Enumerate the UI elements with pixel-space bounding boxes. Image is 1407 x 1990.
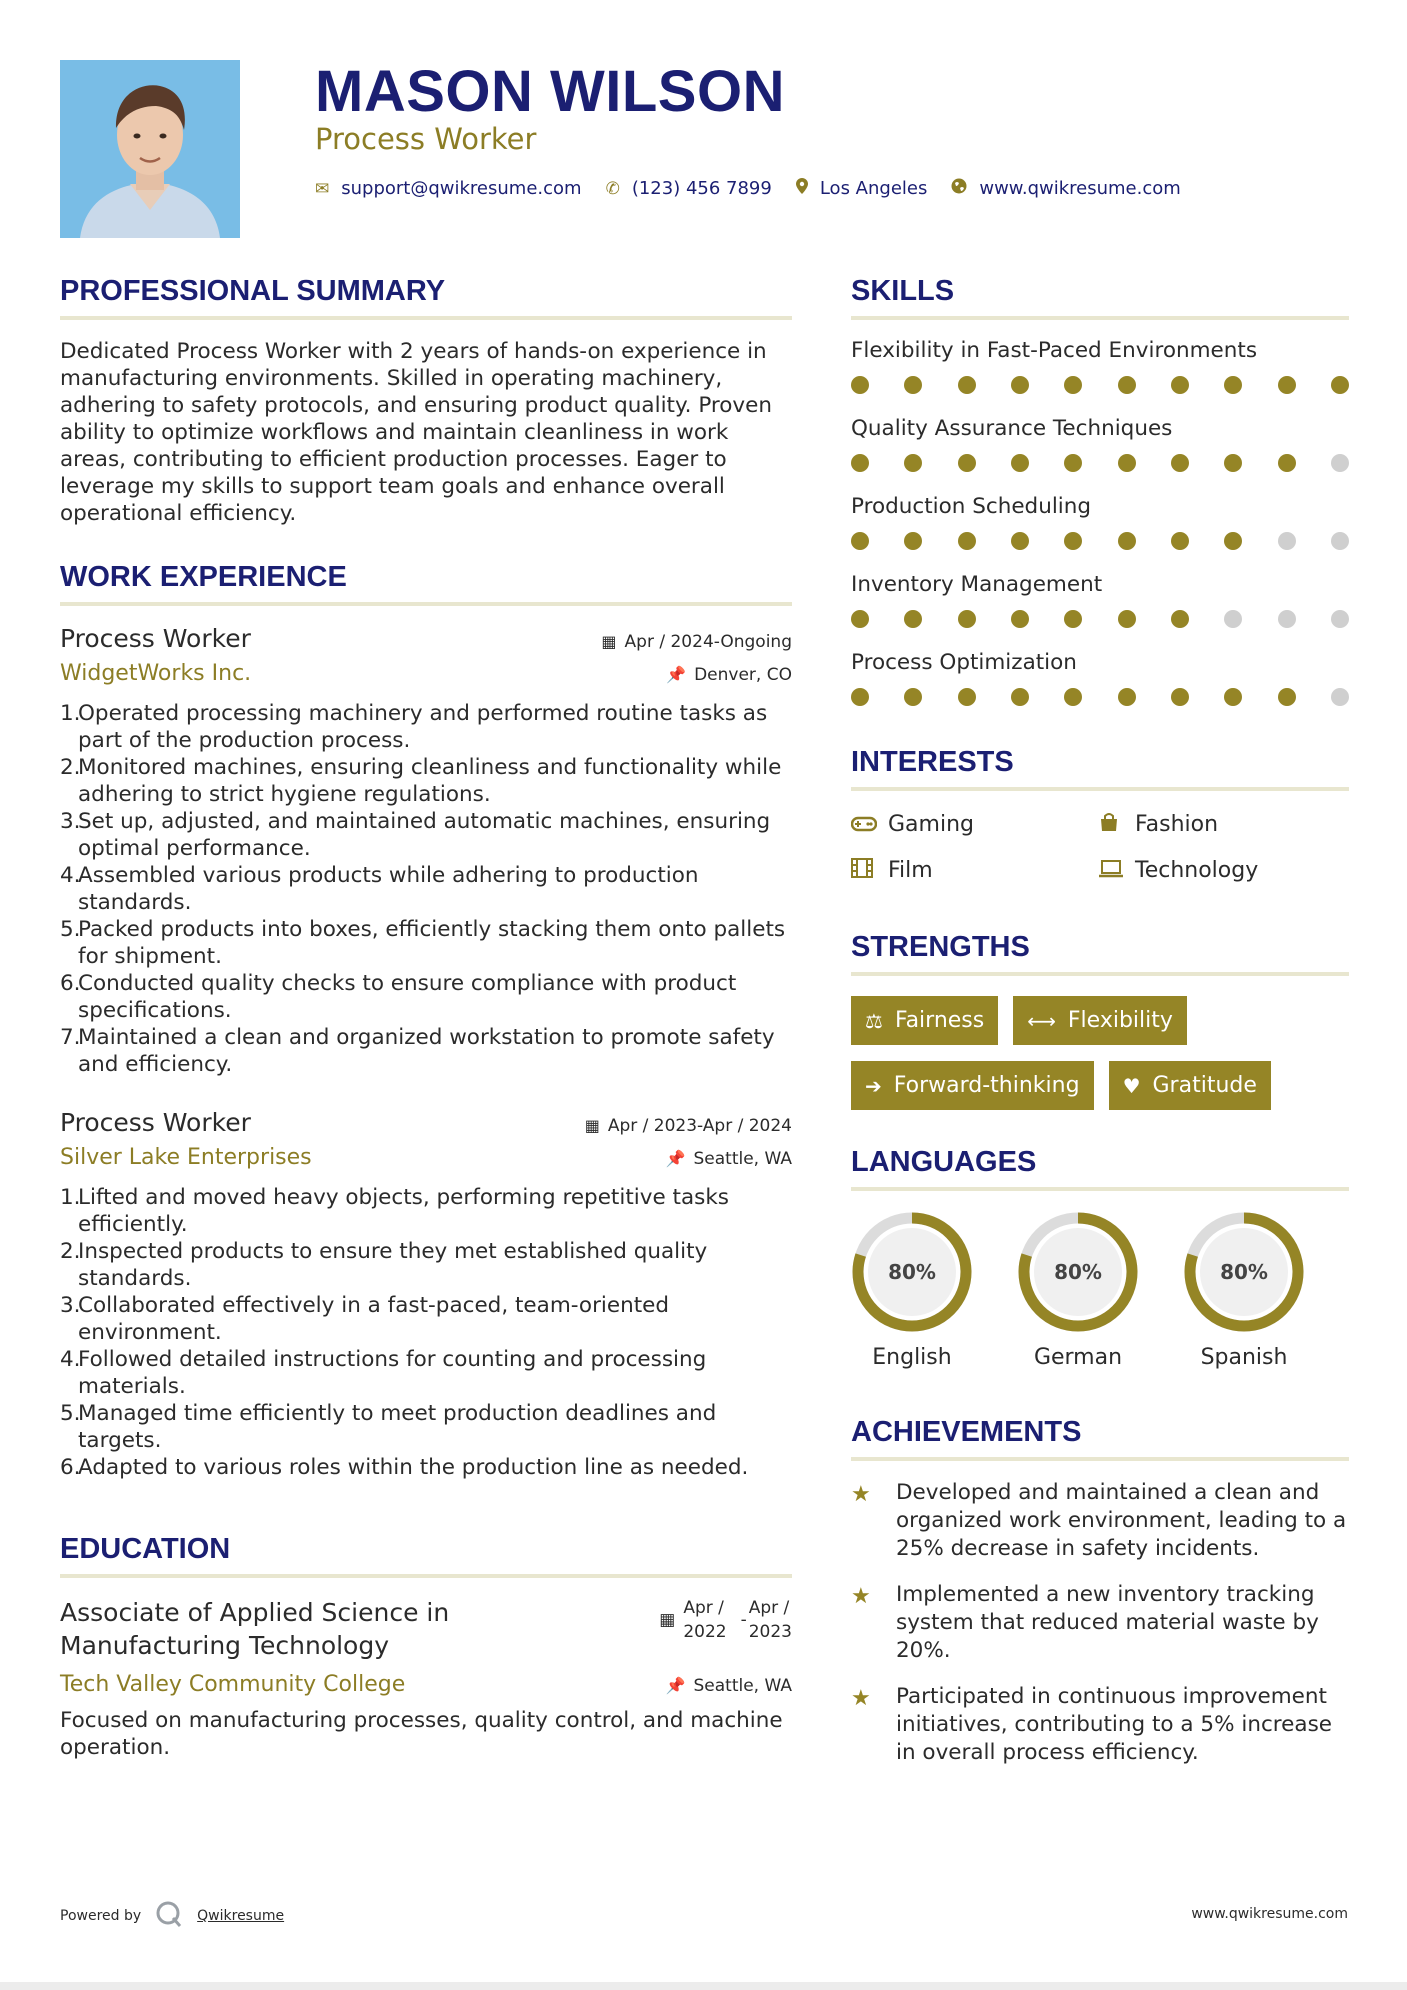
achievements-list	[851, 1479, 1349, 1767]
strengths-heading: STRENGTHS	[851, 931, 1349, 976]
skill-name: Quality Assurance Techniques	[851, 416, 1173, 441]
interest-item: Film	[851, 858, 1098, 883]
job-bullets	[60, 1184, 792, 1481]
rating-dot-filled	[958, 532, 976, 550]
language-progress-ring	[851, 1211, 973, 1333]
language-name: German	[1033, 1345, 1123, 1370]
education-entry	[60, 1596, 792, 1662]
skill-name: Flexibility in Fast-Paced Environments	[851, 338, 1258, 363]
experience-heading: WORK EXPERIENCE	[60, 561, 792, 606]
rating-dot-empty	[1331, 610, 1349, 628]
job-location: Denver, CO	[694, 664, 792, 685]
map-marker-icon	[796, 178, 808, 199]
language-item	[851, 1211, 1017, 1370]
interests-list	[851, 811, 1349, 883]
language-item	[1017, 1211, 1183, 1370]
skill-name: Process Optimization	[851, 650, 1077, 675]
contact-phone[interactable]	[606, 178, 772, 199]
rating-dot-filled	[1064, 610, 1082, 628]
rating-dot-filled	[1011, 532, 1029, 550]
rating-dot-empty	[1331, 532, 1349, 550]
list-item: 3. Collaborated effectively in a fast-paced, team-oriented environment.	[60, 1293, 670, 1345]
strength-tag: ♥ Gratitude	[1109, 1061, 1271, 1110]
list-item: 5. Managed time efficiently to meet production deadlines and targets.	[60, 1401, 717, 1453]
edu-start-year: 2022	[683, 1622, 727, 1642]
achievement-item: ★ Developed and maintained a clean and organized work environment, leading to a 25% decrease in safety incidents.	[851, 1480, 1347, 1561]
school-name: Tech Valley Community College	[60, 1672, 406, 1697]
avatar	[60, 60, 240, 238]
rating-dot-filled	[1118, 454, 1136, 472]
laptop-icon	[1098, 859, 1135, 883]
rating-dot-filled	[1278, 454, 1296, 472]
rating-dot-filled	[1118, 376, 1136, 394]
languages-heading: LANGUAGES	[851, 1146, 1349, 1191]
rating-dot-filled	[1118, 688, 1136, 706]
rating-dot-filled	[1118, 532, 1136, 550]
language-percent-label: 80%	[888, 1260, 936, 1284]
rating-dot-empty	[1331, 454, 1349, 472]
rating-dot-empty	[1331, 688, 1349, 706]
edu-end-year: 2023	[748, 1622, 792, 1642]
rating-dot-filled	[1224, 688, 1242, 706]
language-name: Spanish	[1200, 1345, 1288, 1370]
job-location: Seattle, WA	[693, 1148, 792, 1169]
strength-tag: ⚖ Fairness	[851, 996, 998, 1045]
list-item: 7. Maintained a clean and organized workstation to promote safety and efficiency.	[60, 1025, 775, 1077]
list-item: 2. Inspected products to ensure they met established quality standards.	[60, 1239, 708, 1291]
achievements-heading: ACHIEVEMENTS	[851, 1416, 1349, 1461]
rating-dot-filled	[904, 376, 922, 394]
rating-dot-filled	[958, 610, 976, 628]
job-dates: Apr / 2023-Apr / 2024	[607, 1115, 792, 1136]
rating-dot-filled	[1171, 688, 1189, 706]
calendar-icon: ▦	[659, 1610, 676, 1630]
list-item: 6. Adapted to various roles within the production line as needed.	[60, 1455, 749, 1480]
star-icon: ★	[851, 1686, 871, 1711]
rating-dot-filled	[1011, 688, 1029, 706]
list-item: 3. Set up, adjusted, and maintained automatic machines, ensuring optimal performance.	[60, 809, 771, 861]
skill-item	[851, 416, 1349, 472]
skill-name: Production Scheduling	[851, 494, 1092, 519]
language-percent-label: 80%	[1220, 1260, 1268, 1284]
bottom-divider	[0, 1982, 1407, 1990]
rating-dot-filled	[851, 454, 869, 472]
company-name: Silver Lake Enterprises	[60, 1145, 312, 1170]
contact-location	[796, 178, 928, 199]
job-bullets	[60, 700, 792, 1078]
skills-list	[851, 338, 1349, 706]
calendar-icon: ▦	[584, 1116, 600, 1135]
rating-dot-filled	[851, 376, 869, 394]
profile-photo	[60, 60, 240, 238]
skill-item	[851, 338, 1349, 394]
arrow-right-icon: ➔	[865, 1073, 882, 1098]
language-name: English	[872, 1345, 952, 1370]
rating-dot-filled	[904, 532, 922, 550]
strengths-list	[851, 996, 1351, 1110]
job-entry	[60, 624, 792, 1078]
rating-dot-filled	[1171, 610, 1189, 628]
list-item: 5. Packed products into boxes, efficiently stacking them onto pallets for shipment.	[60, 917, 786, 969]
rating-dot-filled	[1118, 610, 1136, 628]
pin-icon: 📌	[665, 1149, 686, 1168]
rating-dot-filled	[1331, 376, 1349, 394]
location-text: Los Angeles	[819, 178, 928, 199]
rating-dot-filled	[1011, 376, 1029, 394]
school-location: Seattle, WA	[693, 1675, 792, 1696]
contact-website[interactable]	[951, 178, 1180, 199]
language-progress-ring	[1017, 1211, 1139, 1333]
left-column	[60, 275, 792, 1761]
rating-dot-filled	[851, 688, 869, 706]
summary-heading: PROFESSIONAL SUMMARY	[60, 275, 792, 320]
edu-end-month: Apr /	[748, 1598, 790, 1618]
balance-scale-icon: ⚖	[865, 1008, 883, 1033]
rating-dot-filled	[1064, 688, 1082, 706]
edu-start-month: Apr /	[683, 1598, 724, 1618]
calendar-icon: ▦	[601, 632, 617, 651]
list-item: 4. Followed detailed instructions for counting and processing materials.	[60, 1347, 707, 1399]
contact-bar	[315, 178, 1205, 199]
rating-dot-empty	[1278, 610, 1296, 628]
film-icon	[851, 858, 888, 883]
degree-line-2: Manufacturing Technology	[60, 1631, 390, 1660]
skill-item	[851, 650, 1349, 706]
brand-link[interactable]: Qwikresume	[197, 1908, 285, 1924]
rating-dot-filled	[904, 454, 922, 472]
star-icon: ★	[851, 1584, 871, 1609]
rating-dot-filled	[1171, 376, 1189, 394]
rating-dot-filled	[1224, 454, 1242, 472]
language-item	[1183, 1211, 1349, 1370]
achievement-item: ★ Implemented a new inventory tracking system that reduced material waste by 20%.	[851, 1582, 1319, 1663]
languages-list	[851, 1211, 1349, 1370]
powered-by-text: Powered by	[60, 1908, 142, 1924]
job-entry	[60, 1108, 792, 1481]
phone-text[interactable]: (123) 456 7899	[631, 178, 772, 199]
degree-line-1: Associate of Applied Science in	[60, 1598, 450, 1627]
company-name: WidgetWorks Inc.	[60, 661, 252, 686]
list-item: 6. Conducted quality checks to ensure compliance with product specifications.	[60, 971, 737, 1023]
rating-dot-filled	[1224, 376, 1242, 394]
skill-item	[851, 494, 1349, 550]
star-icon: ★	[851, 1482, 871, 1507]
rating-dot-filled	[1224, 532, 1242, 550]
footer-powered-by	[60, 1900, 284, 1932]
candidate-name: MASON WILSON	[315, 59, 785, 124]
strength-tag: ⟷ Flexibility	[1013, 996, 1187, 1045]
list-item: 4. Assembled various products while adhering to production standards.	[60, 863, 699, 915]
strength-tag: ➔ Forward-thinking	[851, 1061, 1094, 1110]
contact-email[interactable]	[315, 178, 582, 199]
arrows-horizontal-icon: ⟷	[1027, 1008, 1056, 1033]
phone-icon: ✆	[605, 178, 620, 199]
rating-dot-filled	[958, 688, 976, 706]
rating-dot-filled	[1011, 454, 1029, 472]
language-progress-ring	[1183, 1211, 1305, 1333]
heart-icon: ♥	[1122, 1073, 1141, 1098]
job-dates: Apr / 2024-Ongoing	[624, 631, 792, 652]
rating-dot-filled	[958, 376, 976, 394]
candidate-title: Process Worker	[315, 122, 537, 156]
pin-icon: 📌	[666, 665, 687, 684]
rating-dot-filled	[1171, 532, 1189, 550]
globe-icon	[951, 178, 967, 199]
rating-dot-filled	[1011, 610, 1029, 628]
rating-dot-filled	[1278, 376, 1296, 394]
education-heading: EDUCATION	[60, 1533, 792, 1578]
skill-name: Inventory Management	[851, 572, 1103, 597]
rating-dot-filled	[904, 688, 922, 706]
language-percent-label: 80%	[1054, 1260, 1102, 1284]
right-column	[851, 275, 1349, 1767]
gamepad-icon	[851, 813, 888, 837]
job-title: Process Worker	[60, 1108, 251, 1137]
rating-dot-filled	[1064, 532, 1082, 550]
skill-rating	[851, 532, 1349, 550]
skills-heading: SKILLS	[851, 275, 1349, 320]
email-text[interactable]: support@qwikresume.com	[341, 178, 582, 199]
rating-dot-filled	[851, 610, 869, 628]
list-item: 2. Monitored machines, ensuring cleanliness and functionality while adhering to strict hygiene regulations.	[60, 755, 782, 807]
skill-rating	[851, 610, 1349, 628]
pin-icon: 📌	[665, 1676, 686, 1695]
achievement-item: ★ Participated in continuous improvement initiatives, contributing to a 5% increase in overall process efficiency.	[851, 1684, 1332, 1765]
skill-rating	[851, 688, 1349, 706]
skill-rating	[851, 376, 1349, 394]
education-description: Focused on manufacturing processes, quality control, and machine operation.	[60, 1708, 783, 1760]
shopping-bag-icon	[1098, 811, 1135, 838]
list-item: 1. Operated processing machinery and performed routine tasks as part of the production process.	[60, 701, 768, 753]
website-text[interactable]: www.qwikresume.com	[979, 178, 1181, 199]
interest-item: Fashion	[1098, 811, 1345, 838]
rating-dot-filled	[904, 610, 922, 628]
rating-dot-empty	[1278, 532, 1296, 550]
rating-dot-filled	[1278, 688, 1296, 706]
envelope-icon: ✉	[315, 178, 330, 199]
rating-dot-filled	[1064, 376, 1082, 394]
skill-item	[851, 572, 1349, 628]
skill-rating	[851, 454, 1349, 472]
interest-item: Technology	[1098, 858, 1345, 883]
rating-dot-filled	[1171, 454, 1189, 472]
rating-dot-filled	[958, 454, 976, 472]
interest-item: Gaming	[851, 811, 1098, 838]
edu-date-dash: -	[740, 1610, 747, 1630]
job-title: Process Worker	[60, 624, 251, 653]
list-item: 1. Lifted and moved heavy objects, performing repetitive tasks efficiently.	[60, 1185, 729, 1237]
summary-text: Dedicated Process Worker with 2 years of hands-on experience in manufacturing environments. Skilled in operating machinery, adhering to safety protocols, and ensuring product quality. Proven ability to optimize workflows and maintain cleanliness in work areas, contributing to efficient production processes. Eager to leverage my skills to support team goals and enhance overall operational efficiency.	[60, 339, 772, 526]
rating-dot-filled	[851, 532, 869, 550]
footer-url[interactable]: www.qwikresume.com	[1191, 1906, 1348, 1922]
rating-dot-filled	[1064, 454, 1082, 472]
qwikresume-logo-icon	[155, 1900, 183, 1932]
rating-dot-empty	[1224, 610, 1242, 628]
interests-heading: INTERESTS	[851, 746, 1349, 791]
